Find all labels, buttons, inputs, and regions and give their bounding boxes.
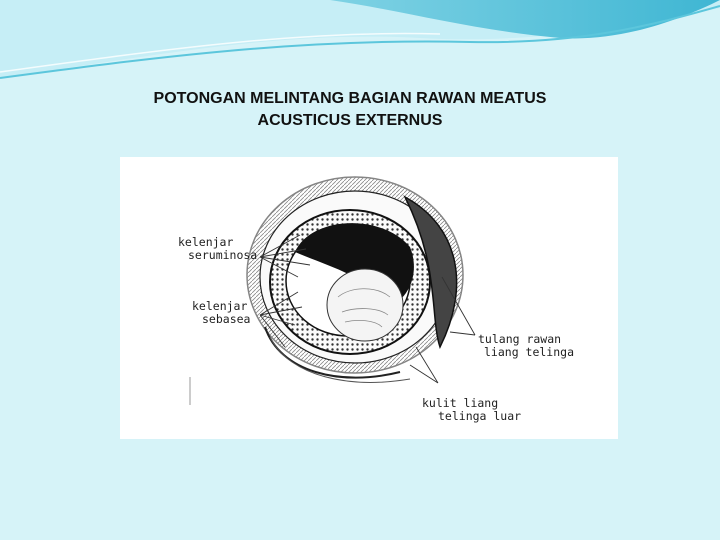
slide-title — [100, 88, 600, 132]
title-line-2: ACUSTICUS EXTERNUS — [257, 112, 443, 129]
title-line-1: POTONGAN MELINTANG BAGIAN RAWAN MEATUS — [153, 90, 547, 107]
label-kulit-liang-line-2: telinga luar — [438, 409, 522, 423]
histology-figure — [120, 157, 618, 439]
label-tulang-rawan-line-1: tulang rawan — [478, 332, 562, 346]
label-kulit-liang — [422, 397, 521, 423]
label-kelenjar-seruminosa — [178, 236, 257, 262]
label-kelenjar-sebasea-line-2: sebasea — [202, 312, 251, 326]
label-kelenjar-sebasea — [192, 300, 250, 326]
ear-canal-cross-section-drawing — [120, 157, 618, 439]
skin-core — [327, 269, 403, 341]
label-kelenjar-seruminosa-line-1: kelenjar — [178, 235, 234, 249]
label-kulit-liang-line-1: kulit liang — [422, 396, 499, 410]
label-tulang-rawan-line-2: liang telinga — [484, 345, 575, 359]
label-kelenjar-sebasea-line-1: kelenjar — [192, 299, 248, 313]
label-tulang-rawan — [478, 333, 574, 359]
label-kelenjar-seruminosa-line-2: seruminosa — [188, 248, 258, 262]
